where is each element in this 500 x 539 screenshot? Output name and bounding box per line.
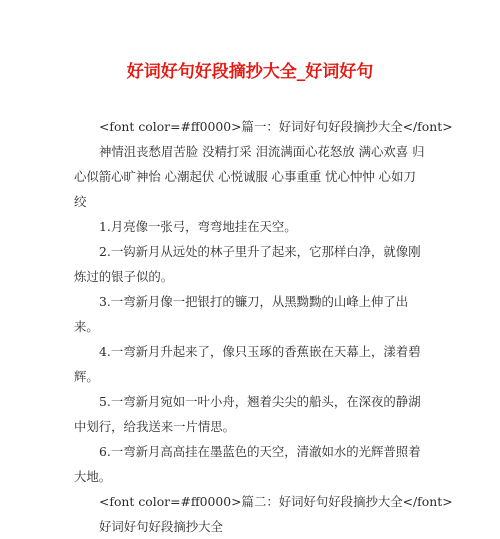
- paragraph-sentence-5: 5.一弯新月宛如一叶小舟，翘着尖尖的船头，在深夜的静湖中划行，给我送来一片情思。: [74, 394, 421, 434]
- document-title: 好词好句好段摘抄大全_好词好句: [126, 62, 374, 82]
- paragraph-sentence-1: 1.月亮像一张弓，弯弯地挂在天空。: [99, 219, 297, 234]
- document-body: [74, 114, 453, 539]
- paragraph-sentence-4: 4.一弯新月升起来了，像只玉琢的香蕉嵌在天幕上，漾着碧辉。: [74, 344, 421, 384]
- paragraph-word-list: 神情沮丧愁眉苦脸 没精打采 泪流满面心花怒放 满心欢喜 归心似箭心旷神怡 心潮起伏 心悦诚服 心事重重 忧心忡忡 心如刀绞: [74, 144, 425, 209]
- paragraph-section-one-heading: <font color=#ff0000>篇一：好词好句好段摘抄大全</font>: [99, 119, 453, 134]
- paragraph-sentence-2: 2.一钩新月从远处的林子里升了起来，它那样白净，就像刚炼过的银子似的。: [74, 244, 421, 284]
- paragraph-section-two-heading: <font color=#ff0000>篇二：好词好句好段摘抄大全</font>: [99, 494, 453, 509]
- paragraph-sentence-6: 6.一弯新月高高挂在墨蓝色的天空，清澈如水的光辉普照着大地。: [74, 444, 421, 484]
- paragraph-sentence-3: 3.一弯新月像一把银打的镰刀，从黑黝黝的山峰上伸了出来。: [74, 294, 409, 334]
- paragraph-section-two-title: 好词好句好段摘抄大全: [99, 519, 223, 534]
